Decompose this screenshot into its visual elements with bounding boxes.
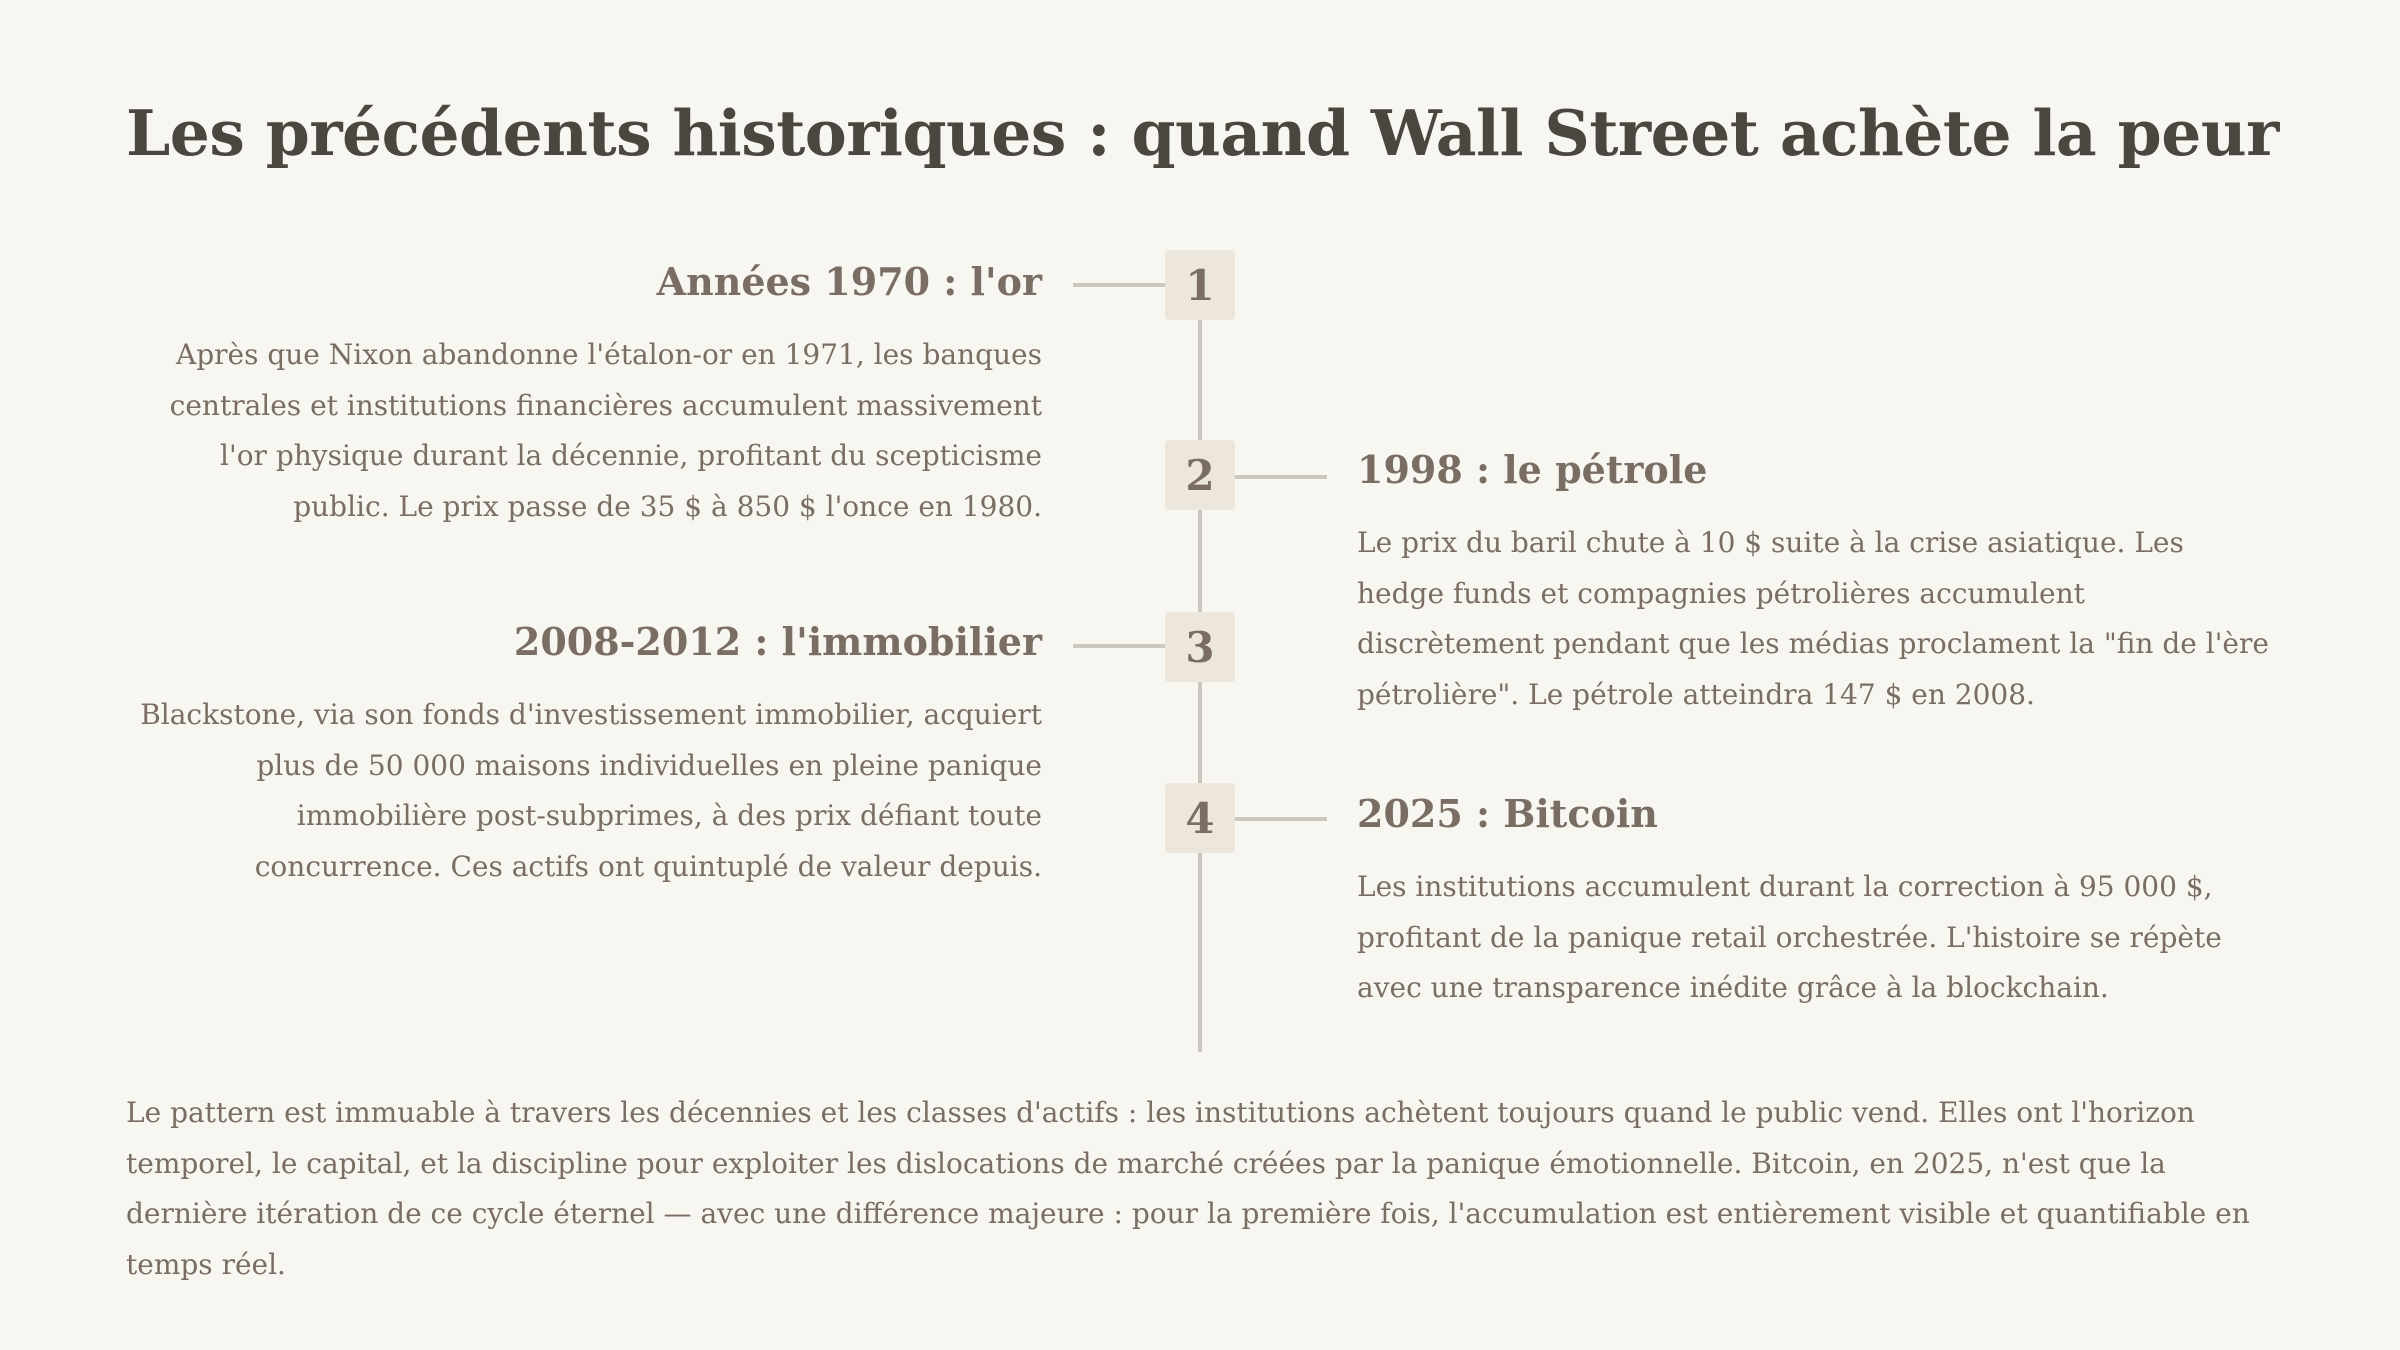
entry-heading: 2008-2012 : l'immobilier xyxy=(513,619,1042,664)
page-title: Les précédents historiques : quand Wall Street achète la peur xyxy=(126,96,2279,170)
timeline-connector-4 xyxy=(1235,817,1327,821)
entry-text: Blackstone, via son fonds d'investissement immobilier, acquiert plus de 50 000 maisons individuelles en pleine panique immobilière post-subprimes, à des prix défiant toute concurrence. Ces actifs ont quintuplé de valeur depuis. xyxy=(140,698,1042,883)
timeline-entry-bitcoin xyxy=(1357,788,2277,1014)
timeline-badge-2: 2 xyxy=(1165,440,1235,510)
entry-text: Les institutions accumulent durant la correction à 95 000 $, profitant de la panique retail orchestrée. L'histoire se répète avec une transparence inédite grâce à la blockchain. xyxy=(1357,870,2222,1004)
timeline-connector-3 xyxy=(1073,644,1165,648)
timeline-entry-oil xyxy=(1357,444,2277,720)
conclusion-paragraph: Le pattern est immuable à travers les décennies et les classes d'actifs : les institutions achètent toujours quand le public vend. Elles ont l'horizon temporel, le capital, et la discipline pour exploiter les dislocations de marché créées par la panique émotionnelle. Bitcoin, en 2025, n'est que la dernière itération de ce cycle éternel — avec une différence majeure : pour la première fois, l'accumulation est entièrement visible et quantifiable en temps réel. xyxy=(126,1096,2250,1281)
entry-heading: 2025 : Bitcoin xyxy=(1357,791,1658,836)
timeline-connector-2 xyxy=(1235,475,1327,479)
entry-text: Après que Nixon abandonne l'étalon-or en 1971, les banques centrales et institutions financières accumulent massivement l'or physique durant la décennie, profitant du scepticisme public. Le prix passe de 35 $ à 850 $ l'once en 1980. xyxy=(169,338,1042,523)
entry-text: Le prix du baril chute à 10 $ suite à la crise asiatique. Les hedge funds et compagnies pétrolières accumulent discrètement pendant que les médias proclament la "fin de l'ère pétrolière". Le pétrole atteindra 147 $ en 2008. xyxy=(1357,526,2269,711)
timeline-badge-4: 4 xyxy=(1165,783,1235,853)
timeline-entry-gold xyxy=(122,256,1042,532)
timeline-badge-1: 1 xyxy=(1165,250,1235,320)
entry-heading: 1998 : le pétrole xyxy=(1357,447,1708,492)
timeline-connector-1 xyxy=(1073,283,1165,287)
entry-heading: Années 1970 : l'or xyxy=(656,259,1042,304)
timeline-badge-3: 3 xyxy=(1165,612,1235,682)
timeline-entry-real-estate xyxy=(122,616,1042,892)
